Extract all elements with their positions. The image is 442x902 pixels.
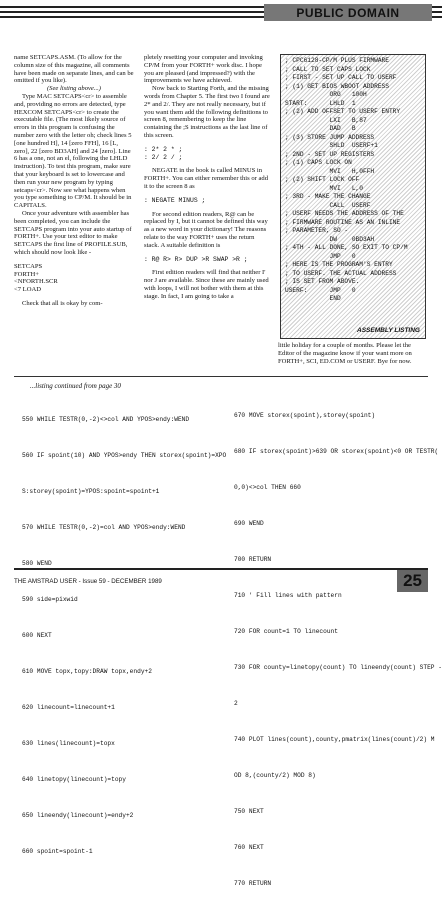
divider (14, 376, 428, 377)
paragraph: For second edition readers, R@ can be replaced by I, but it cannot be defined this way as a new word in your dictionary! The reasons relate to the way FORTH+ uses the return stack. A suitable definition is (144, 210, 268, 249)
basic-listing-right (234, 386, 442, 902)
code-line: <NFORTH.SCR (14, 278, 58, 286)
basic-line: 640 linetopy(linecount)=topy (22, 776, 126, 783)
basic-line: 2 (234, 700, 238, 707)
basic-line: S:storey(spoint)=YPOS:spoint=spoint+1 (22, 488, 160, 495)
paragraph: NEGATE in the book is called MINUS in FORTH+. You can either remember this or add it to the screen 8 as (144, 167, 269, 190)
basic-line: 680 IF storex(spoint)>639 OR storex(spoint)<0 OR TESTR( (234, 448, 439, 455)
asm-line: MVI H,0FFH (285, 167, 375, 175)
listing-caption: ASSEMBLY LISTING (357, 326, 420, 334)
basic-line: 770 RETURN (234, 880, 272, 887)
basic-line: 600 NEXT (22, 632, 52, 639)
column-1 (14, 54, 134, 308)
asm-line: JMP 0 (285, 252, 356, 260)
paragraph: Type MAC SETCAPS<cr> to assemble and, providing no errors are detected, type HEXCOM SETCAPS<cr> to create the executable file. (The most likely source of errors in this program is confusing the number zero with the letter oh; check lines 5 [one hundred H], 14 [zero FFH], 16 [L, zero], 22 [zero BD3AH] and 24 [zero]. Line 6 has a one, not an el, following the LHLD instruction). To test this program, make sure that your keyboard is set to lowercase and then run your new program by typing setcaps<cr>. Now see what happens when you type something to CP/M. It should be in CAPITALS. (14, 92, 132, 210)
basic-line: 740 PLOT lines(count),county,pmatrix(lines(count)/2) M (234, 736, 435, 743)
asm-line: ; PARAMETER, SO - (285, 227, 349, 234)
basic-line: 710 ' Fill lines with pattern (234, 592, 342, 599)
asm-line: ORG 100H (285, 91, 367, 98)
basic-line: 750 NEXT (234, 808, 264, 815)
basic-line: 630 lines(linecount)=topx (22, 740, 115, 747)
asm-line: ; HERE IS THE PROGRAM'S ENTRY (285, 261, 393, 268)
asm-line: ; FIRST - SET UP CALL TO USERF (285, 74, 397, 81)
asm-line: ; TO USERF. THE ACTUAL ADDRESS (285, 269, 397, 277)
code-line: : NEGATE MINUS ; (144, 196, 206, 204)
code-line: : 2* 2 * ; (144, 145, 183, 153)
asm-line: START: LHLD 1 (285, 99, 356, 107)
asm-line: CALL USERF (285, 201, 371, 209)
asm-line: SHLD USERF+1 (285, 142, 378, 149)
asm-line: ; (2) SHIFT LOCK OFF (285, 176, 360, 183)
footer-rule (14, 568, 428, 570)
asm-line: ; USERF NEEDS THE ADDRESS OF THE (285, 210, 404, 217)
header-band (0, 0, 442, 22)
basic-line: 580 WEND (22, 560, 52, 567)
asm-line: ; FIRMWARE ROUTINE AS AN INLINE (285, 218, 401, 226)
asm-line: ; IS SET FROM ABOVE. (285, 278, 360, 285)
basic-line: 0,0)<>col THEN 660 (234, 484, 301, 491)
asm-line: ; (1) GET BIOS WBOOT ADDRESS (285, 82, 389, 90)
basic-line: 590 side=pixwid (22, 596, 78, 603)
basic-line: 660 spoint=spoint-1 (22, 848, 93, 855)
paragraph: name SETCAPS.ASM. (To allow for the column size of this magazine, all comments have been made on separate lines, and can be omitted if you like). (14, 54, 134, 85)
asm-line: END (285, 295, 341, 302)
basic-line: 650 lineendy(linecount)=endy+2 (22, 812, 134, 819)
basic-listing-left (22, 390, 226, 870)
continued-note: ...listing continued from page 30 (30, 382, 121, 390)
basic-line: 700 RETURN (234, 556, 272, 563)
paragraph: First edition readers will find that neither I' nor J are available. Since these are mainly used with loops, I will not bother with them at this stage. In fact, I am going to take a (144, 269, 269, 300)
paragraph: Now back to Starting Forth, and the missing words from Chapter 5. The first two I found are 2* and 2/. They are not really necessary, but if you want them add the following definitions to screen 8, remembering to keep the line containing the ;S instructions as the last line of this screen. (144, 85, 270, 139)
asm-line: ; (1) CAPS LOCK ON (285, 159, 352, 166)
basic-line: 620 linecount=linecount+1 (22, 704, 115, 711)
asm-line: MVI L,0 (285, 184, 363, 192)
paragraph: pletely resetting your computer and invoking CP/M from your FORTH+ work disc. I hope you are pleased (and impressed?) with the improvements we have achieved. (144, 54, 263, 85)
section-title: PUBLIC DOMAIN (264, 4, 432, 21)
basic-line: 760 NEXT (234, 844, 264, 851)
asm-line: ; CALL TO SET CAPS LOCK (285, 65, 371, 73)
column-3 (278, 342, 428, 365)
basic-line: 610 MOVE topx,topy:DRAW topx,endy+2 (22, 668, 152, 675)
basic-line: 670 MOVE storex(spoint),storey(spoint) (234, 412, 376, 419)
paragraph: (See listing above...) (46, 85, 101, 93)
paragraph: Once your adventure with assembler has been completed, you can include the SETCAPS program into your auto startup of FORTH+. Use your text editor to make SETCAPS the first line of PROFILE.SUB, which should now look like - (14, 209, 132, 256)
code-line: : 2/ 2 / ; (144, 153, 183, 161)
basic-line: 550 WHILE TESTR(0,-2)<>col AND YPOS>endy:WEND (22, 416, 190, 423)
page-number: 25 (397, 570, 428, 592)
asm-line: ; CPC6128-CP/M PLUS FIRMWARE (285, 57, 389, 64)
code-line: <7 LOAD (14, 286, 41, 294)
basic-line: OD 8,(county/2) MOD 8) (234, 772, 316, 779)
asm-line: ; (2) ADD OFFSET TO USERF ENTRY (285, 108, 401, 115)
basic-line: 570 WHILE TESTR(0,-2)=col AND YPOS>endy:WEND (22, 524, 186, 531)
asm-line: ; 4TH - ALL DONE, SO EXIT TO CP/M (285, 244, 408, 251)
basic-line: 730 FOR county=linetopy(count) TO lineendy(count) STEP - (234, 664, 442, 671)
column-2 (144, 54, 270, 301)
asm-line: ; (3) STORE JUMP ADDRESS (285, 133, 375, 141)
assembly-listing (280, 54, 426, 339)
asm-line: USERF: JMP 0 (285, 286, 356, 294)
basic-line: 560 IF spoint(10) AND YPOS>endy THEN storex(spoint)=XPO (22, 452, 227, 459)
asm-line: DW 0BD3AH (285, 235, 375, 243)
asm-line: ; 3RD - MAKE THE CHANGE (285, 193, 371, 200)
code-line: : R@ R> R> DUP >R SWAP >R ; (144, 255, 248, 263)
footer-text: THE AMSTRAD USER - Issue 59 - DECEMBER 1989 (14, 578, 162, 585)
paragraph: Check that all is okay by com- (22, 299, 103, 307)
code-line: FORTH+ (14, 270, 39, 278)
asm-line: ; 2ND - SET UP REGISTERS (285, 150, 375, 158)
paragraph: little holiday for a couple of months. Please let the Editor of the magazine know if your want more on FORTH+, SCI, ED.COM or USERF. Bye for now. (278, 342, 412, 365)
basic-line: 720 FOR count=1 TO linecount (234, 628, 338, 635)
code-line: SETCAPS (14, 262, 43, 270)
basic-line: 690 WEND (234, 520, 264, 527)
asm-line: DAD B (285, 125, 356, 132)
asm-line: LXI B,87 (285, 116, 367, 124)
